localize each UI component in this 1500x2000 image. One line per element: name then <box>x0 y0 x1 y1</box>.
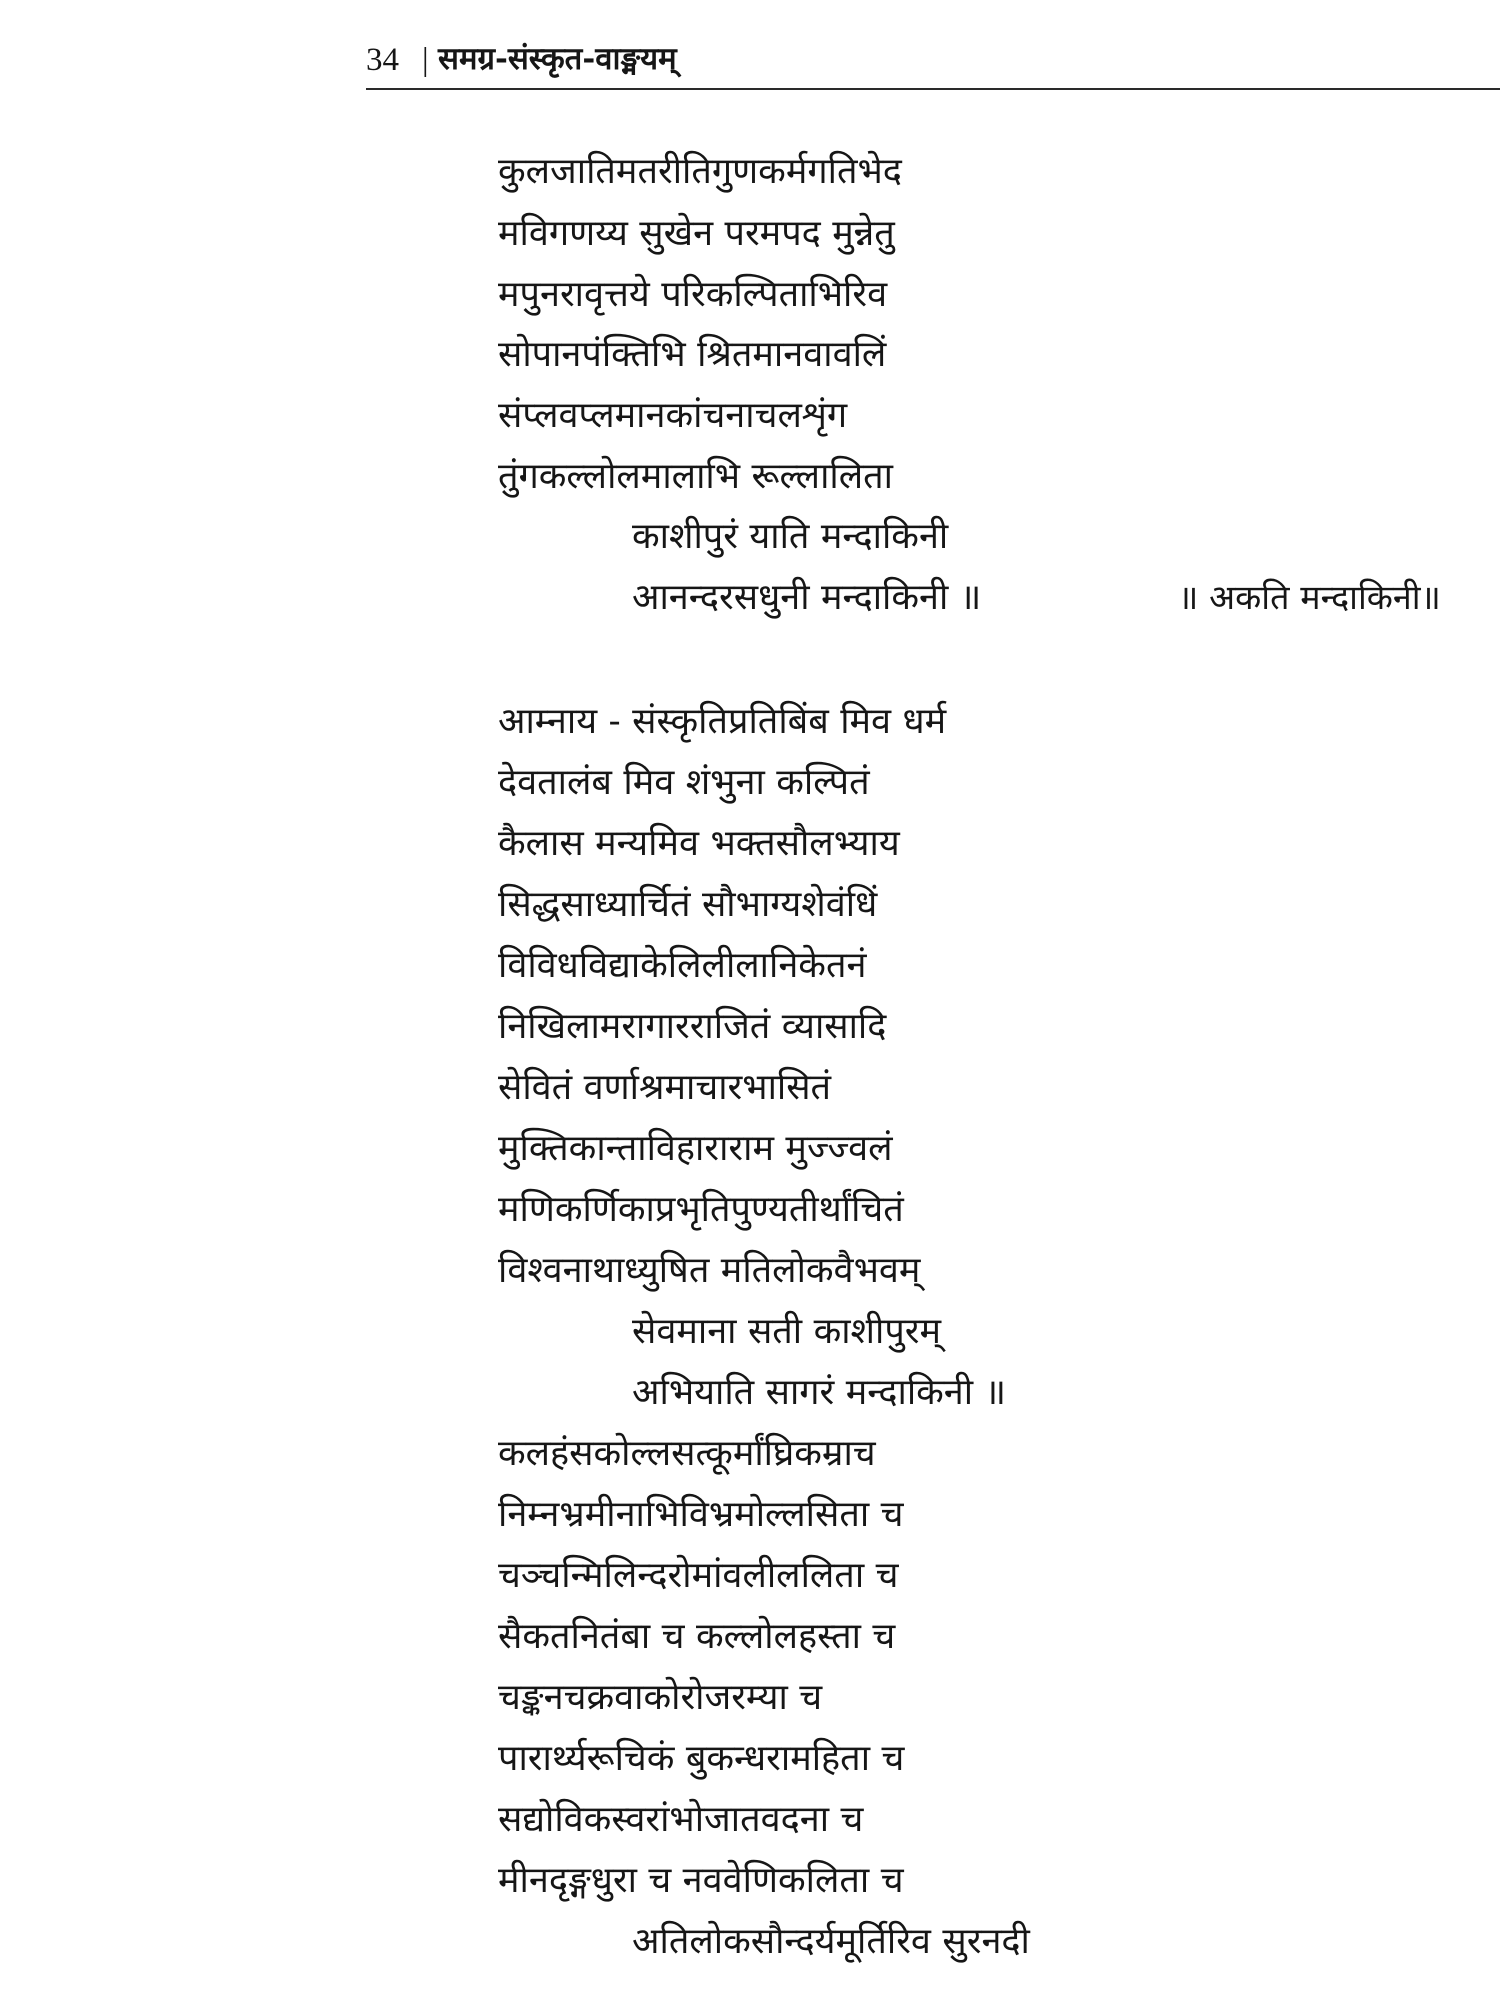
verse-line: चङ्कनचक्रवाकोरोजरम्या च <box>498 1677 823 1718</box>
verse-line: संप्लवप्लमानकांचनाचलशृंग <box>498 395 848 436</box>
verse-line: निखिलामरागारराजितं व्यासादि <box>498 1006 887 1047</box>
verse-line: मपुनरावृत्तये परिकल्पिताभिरिव <box>498 274 888 315</box>
verse-line: सेवितं वर्णाश्रमाचारभासितं <box>498 1067 832 1108</box>
verse-line: देवतालंब मिव शंभुना कल्पितं <box>498 762 870 803</box>
book-title: समग्र-संस्कृत-वाङ्मयम् <box>438 41 677 77</box>
verse-line: पारार्थ्यरूचिकं बुकन्धरामहिता च <box>498 1738 905 1779</box>
verse-line: विविधविद्याकेलिलीलानिकेतनं <box>498 945 867 986</box>
verse-line: विश्वनाथाध्युषित मतिलोकवैभवम् <box>498 1250 921 1291</box>
verse-line: तुंगकल्लोलमालाभि रूल्लालिता <box>498 456 893 497</box>
verse-line: सैकतनितंबा च कल्लोलहस्ता च <box>498 1616 896 1657</box>
verse-line: कैलास मन्यमिव भक्तसौलभ्याय <box>498 823 900 864</box>
verse-line: आनन्दरसधुनी मन्दाकिनी ॥ <box>632 577 982 618</box>
verse-line: चञ्चन्मिलिन्दरोमांवलीललिता च <box>498 1555 899 1596</box>
verse-line: कलहंसकोल्लसत्कूर्मांघ्रिकम्राच <box>498 1433 876 1474</box>
verse-line: सेवमाना सती काशीपुरम् <box>632 1311 942 1352</box>
verse-line: निम्नभ्रमीनाभिविभ्रमोल्लसिता च <box>498 1494 904 1535</box>
verse-line: मुक्तिकान्ताविहाराराम मुज्ज्वलं <box>498 1128 893 1169</box>
verse-line: सोपानपंक्तिभि श्रितमानवावलिं <box>498 334 887 375</box>
verse-line: मीनदृङ्गधुरा च नववेणिकलिता च <box>498 1860 904 1901</box>
verse-line: आम्नाय - संस्कृतिप्रतिबिंब मिव धर्म <box>498 701 947 742</box>
refrain-note: ॥ अकति मन्दाकिनी॥ <box>1178 578 1441 618</box>
verse-line: मणिकर्णिकाप्रभृतिपुण्यतीर्थांचितं <box>498 1189 904 1230</box>
verse-line: कुलजातिमतरीतिगुणकर्मगतिभेद <box>498 151 902 192</box>
page-number: 34 <box>366 42 399 78</box>
header-separator: | <box>422 42 429 78</box>
verse-line: सद्योविकस्वरांभोजातवदना च <box>498 1799 864 1840</box>
page-header <box>366 36 1500 90</box>
verse-line: काशीपुरं याति मन्दाकिनी <box>632 516 949 557</box>
verse-line: सिद्धसाध्यार्चितं सौभाग्यशेवंधिं <box>498 884 878 925</box>
verse-line: मविगणय्य सुखेन परमपद मुन्नेतु <box>498 213 895 254</box>
verse-line: अतिलोकसौन्दर्यमूर्तिरिव सुरनदी <box>632 1921 1030 1962</box>
verse-line: अभियाति सागरं मन्दाकिनी ॥ <box>632 1372 1007 1413</box>
